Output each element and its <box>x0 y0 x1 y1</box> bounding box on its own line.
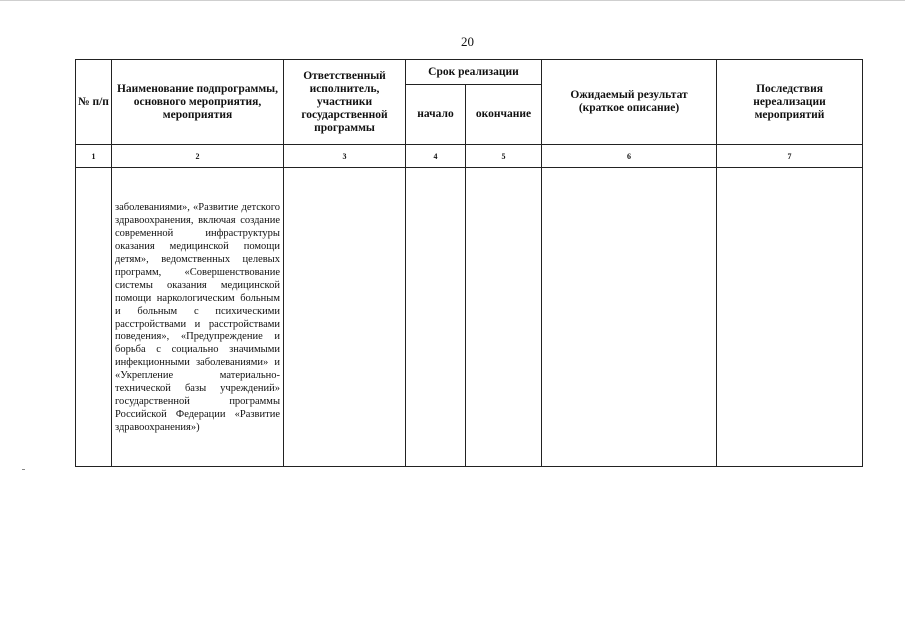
column-number: 3 <box>284 145 406 168</box>
column-number: 2 <box>112 145 284 168</box>
measure-name-text: заболеваниями», «Развитие детского здравоохранения, включая создание современной инфраструктуры оказания медицинской помощи детям», ведомственных целевых программ, «Совершенствование системы оказания медицинской помощи наркологическим больным и больным с психическими расстройствами и расстройствами поведения», «Предупреждение и борьба с социально значимыми инфекционными заболеваниями» и «Укрепление материально-технической базы учреждений» государственной программы Российской Федерации «Развитие здравоохранения») <box>115 202 280 433</box>
column-number: 7 <box>717 145 863 168</box>
header-executor: Ответственный исполнитель, участники государственной программы <box>284 60 406 145</box>
cell-num <box>76 168 112 467</box>
column-number: 1 <box>76 145 112 168</box>
header-start: начало <box>406 85 466 145</box>
program-measures-table <box>75 59 863 467</box>
cell-consequences <box>717 168 863 467</box>
column-number: 5 <box>466 145 542 168</box>
scan-speck <box>22 469 25 470</box>
header-result: Ожидаемый результат (краткое описание) <box>542 60 717 145</box>
table-row <box>76 168 863 467</box>
column-number-row <box>76 145 863 168</box>
cell-result <box>542 168 717 467</box>
cell-name <box>112 168 284 467</box>
top-border-line <box>0 0 905 1</box>
cell-end <box>466 168 542 467</box>
header-row-1 <box>76 60 863 85</box>
header-num: № п/п <box>76 60 112 145</box>
header-name: Наименование подпрограммы, основного мероприятия, мероприятия <box>112 60 284 145</box>
header-consequences: Последствия нереализации мероприятий <box>717 60 863 145</box>
cell-executor <box>284 168 406 467</box>
cell-start <box>406 168 466 467</box>
column-number: 4 <box>406 145 466 168</box>
header-end: окончание <box>466 85 542 145</box>
header-period: Срок реализации <box>406 60 542 85</box>
column-number: 6 <box>542 145 717 168</box>
page-number: 20 <box>461 34 474 49</box>
